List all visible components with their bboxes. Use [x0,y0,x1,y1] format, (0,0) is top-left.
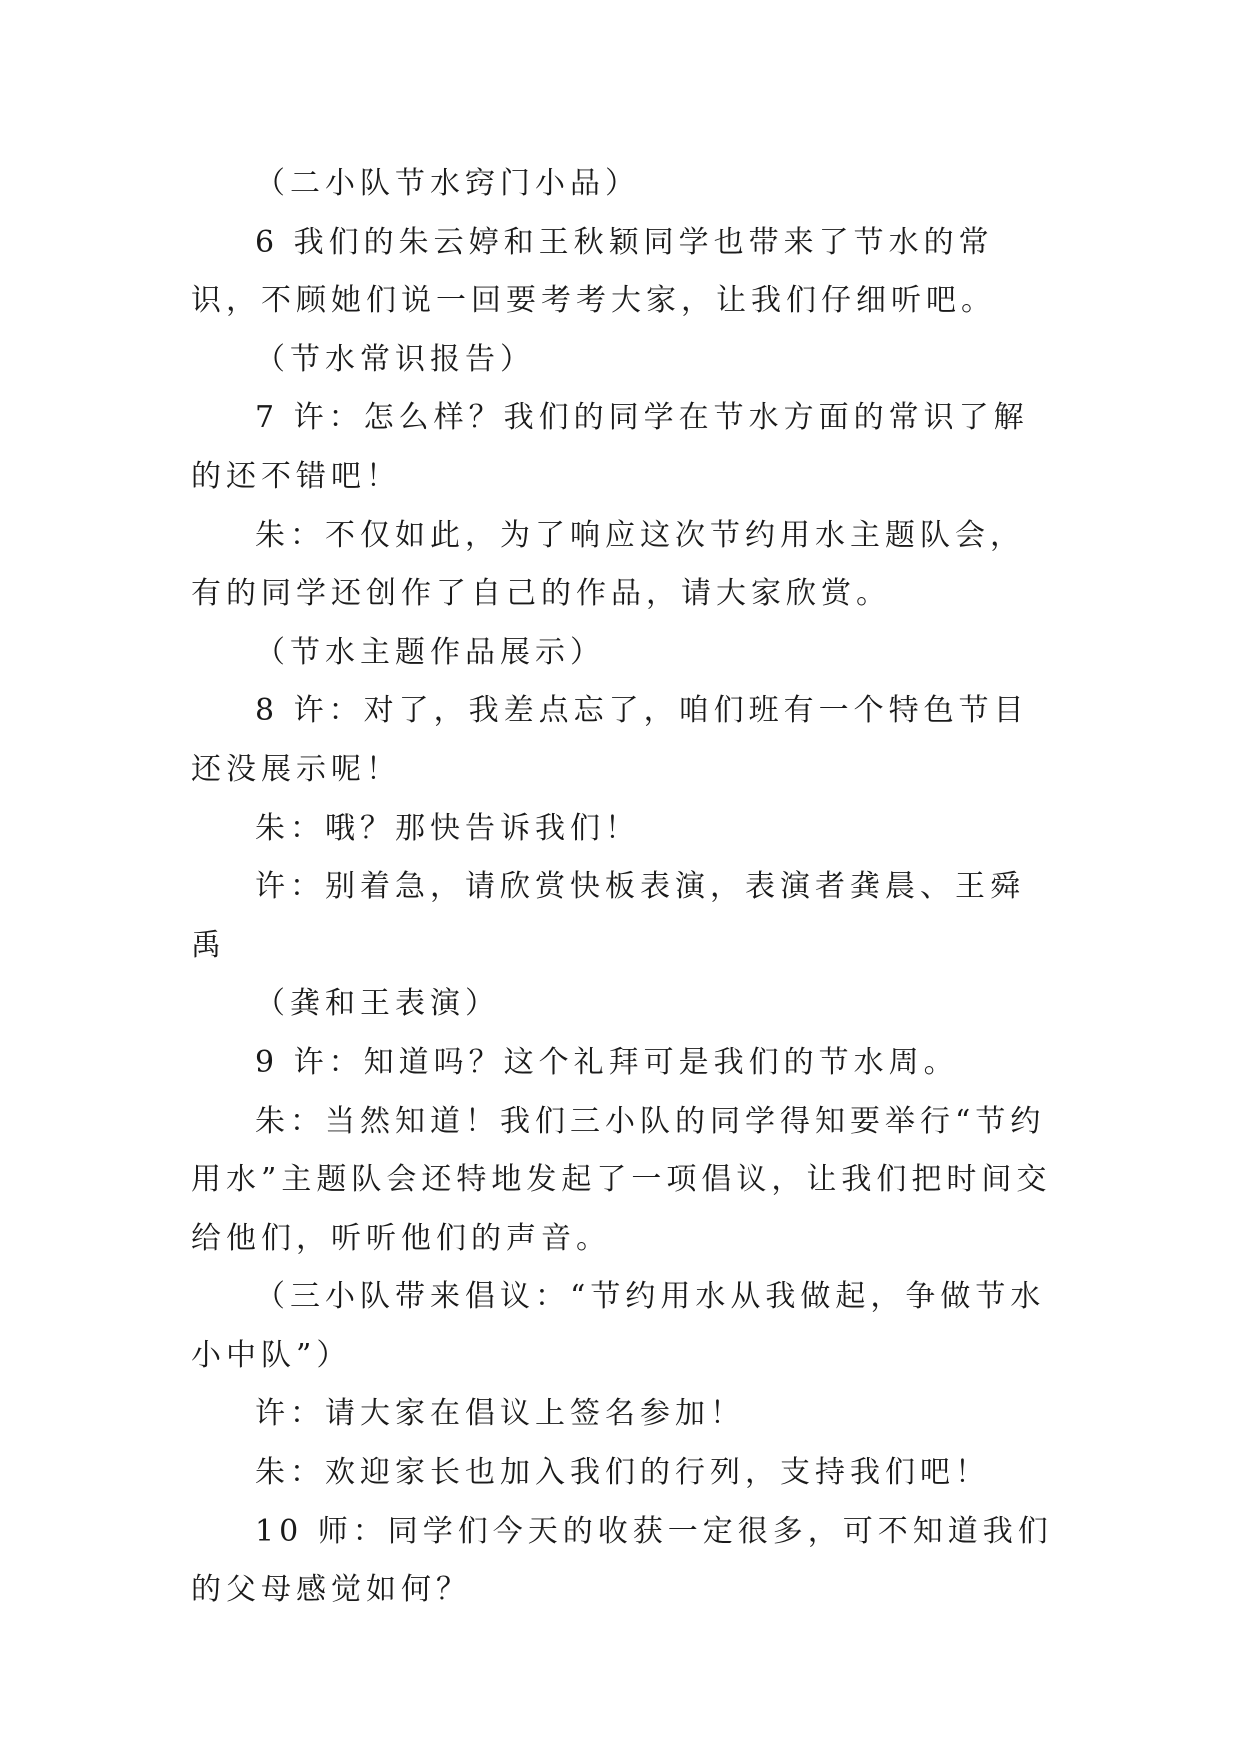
paragraph-dialogue: 朱：不仅如此，为了响应这次节约用水主题队会，有的同学还创作了自己的作品，请大家欣赏。 [191,517,1025,612]
paragraph-dialogue: 许：请大家在倡议上签名参加！ [255,1396,745,1432]
document-body [191,155,1053,1620]
paragraph-item-8: 8 许：对了，我差点忘了，咱们班有一个特色节目还没展示呢！ [191,693,1029,787]
paragraph-stage-direction: （节水主题作品展示） [255,634,605,670]
paragraph-stage-direction: （龚和王表演） [255,986,500,1022]
paragraph-item-7: 7 许：怎么样？我们的同学在节水方面的常识了解的还不错吧！ [191,400,1029,494]
paragraph-dialogue: 许：别着急，请欣赏快板表演，表演者龚晨、王舜禹 [191,869,1025,963]
paragraph-item-9: 9 许：知道吗？这个礼拜可是我们的节水周。 [255,1044,959,1080]
paragraph-stage-direction: （三小队带来倡议：“节约用水从我做起，争做节水小中队”） [191,1279,1046,1373]
paragraph-dialogue: 朱：欢迎家长也加入我们的行列，支持我们吧！ [255,1455,990,1491]
paragraph-item-6: 6 我们的朱云婷和王秋颖同学也带来了节水的常识，不顾她们说一回要考考大家，让我们仔细听吧。 [191,224,996,319]
paragraph-stage-direction: （节水常识报告） [255,341,535,377]
paragraph-dialogue: 朱：哦？那快告诉我们！ [255,810,640,846]
paragraph-dialogue: 朱：当然知道！我们三小队的同学得知要举行“节约用水”主题队会还特地发起了一项倡议，让我们把时间交给他们，听听他们的声音。 [191,1103,1052,1256]
paragraph-item-10: 10 师：同学们今天的收获一定很多，可不知道我们的父母感觉如何？ [191,1513,1053,1608]
paragraph-stage-direction: （二小队节水窍门小品） [255,166,640,201]
